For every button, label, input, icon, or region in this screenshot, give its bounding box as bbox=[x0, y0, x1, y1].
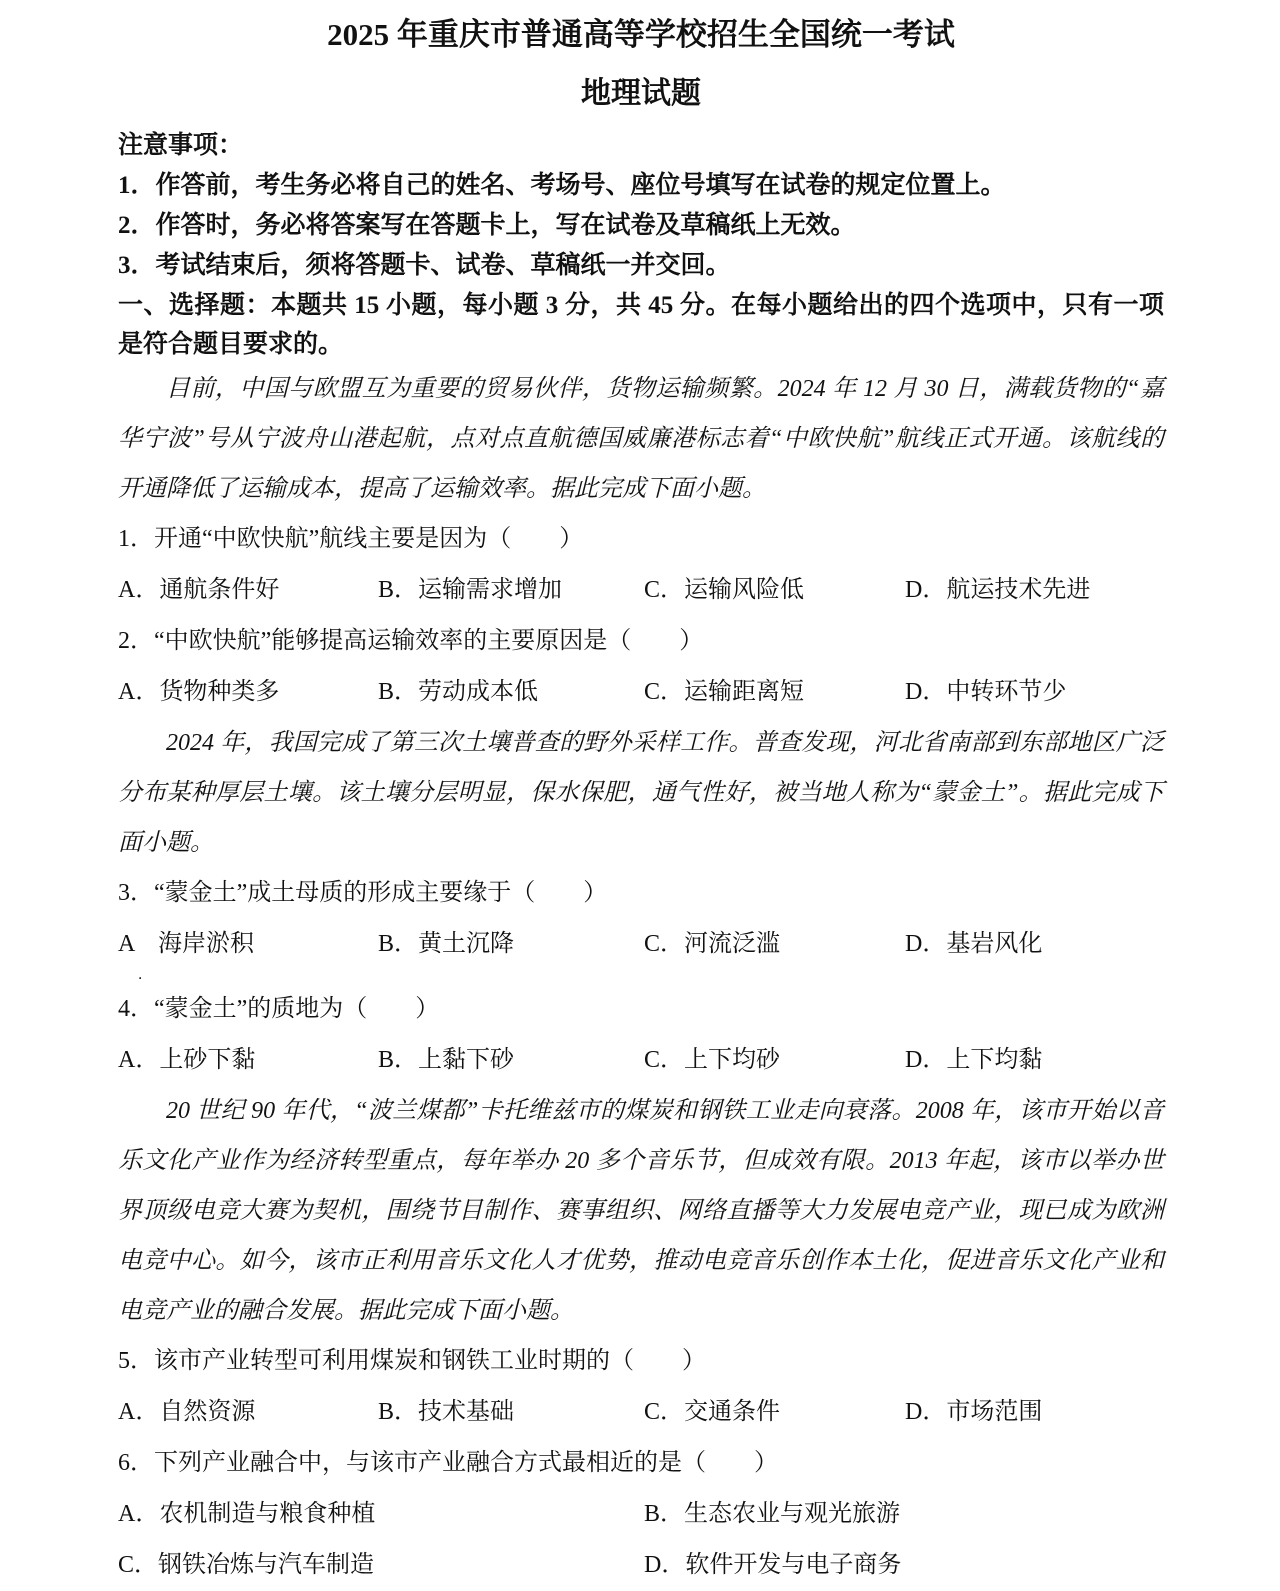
passage-katowice: 20 世纪 90 年代，“波兰煤都”卡托维兹市的煤炭和钢铁工业走向衰落。2008 年，该市开始以音乐文化产业作为经济转型重点，每年举办 20 多个音乐节，但成效有限。2013 年起，该市以举办世界顶级电竞大赛为契机，围绕节目制作、赛事组织、网络直播等大力发展电竞产业，现已成为欧洲电竞中心。如今，该市正利用音乐文化人才优势，推动电竞音乐创作本土化，促进音乐文化产业和电竞产业的融合发展。据此完成下面小题。 bbox=[118, 1098, 1164, 1324]
option-1-a: A．通航条件好 bbox=[118, 577, 280, 603]
exam-subtitle: 地理试题 bbox=[581, 77, 701, 110]
option-4-b: B．上黏下砂 bbox=[378, 1047, 515, 1073]
question-1-options bbox=[118, 565, 1164, 616]
section-header-choice: 一、选择题：本题共 15 小题，每小题 3 分，共 45 分。在每小题给出的四个选项中，只有一项是符合题目要求的。 bbox=[118, 292, 1164, 358]
option-6-b: B．生态农业与观光旅游 bbox=[644, 1501, 901, 1527]
question-4-options bbox=[118, 1035, 1164, 1086]
option-6-d: D．软件开发与电子商务 bbox=[644, 1552, 902, 1578]
option-6-a: A．农机制造与粮食种植 bbox=[118, 1501, 376, 1527]
question-6-options-row-1 bbox=[118, 1489, 1164, 1540]
option-1-c: C．运输风险低 bbox=[644, 577, 805, 603]
option-5-d: D．市场范围 bbox=[905, 1399, 1043, 1425]
notice-item: 2．作答时，务必将答案写在答题卡上，写在试卷及草稿纸上无效。 bbox=[118, 212, 856, 239]
option-2-b: B．劳动成本低 bbox=[378, 679, 539, 705]
option-4-d: D．上下均黏 bbox=[905, 1047, 1043, 1073]
question-6-stem: 6．下列产业融合中，与该市产业融合方式最相近的是（ ） bbox=[118, 1450, 778, 1476]
question-2-options bbox=[118, 667, 1164, 718]
option-2-a: A．货物种类多 bbox=[118, 679, 280, 705]
exam-title: 2025 年重庆市普通高等学校招生全国统一考试 bbox=[327, 17, 955, 52]
notice-item: 1．作答前，考生务必将自己的姓名、考场号、座位号填写在试卷的规定位置上。 bbox=[118, 172, 1006, 199]
question-2-stem: 2．“中欧快航”能够提高运输效率的主要原因是（ ） bbox=[118, 628, 704, 654]
question-3-options bbox=[118, 919, 1164, 970]
option-2-c: C．运输距离短 bbox=[644, 679, 805, 705]
option-3-c: C．河流泛滥 bbox=[644, 931, 781, 957]
passage-shipping: 目前，中国与欧盟互为重要的贸易伙伴，货物运输频繁。2024 年 12 月 30 日，满载货物的“嘉华宁波”号从宁波舟山港起航，点对点直航德国威廉港标志着“中欧快航”航线正式开通。该航线的开通降低了运输成本，提高了运输效率。据此完成下面小题。 bbox=[118, 376, 1164, 502]
question-1-stem: 1．开通“中欧快航”航线主要是因为（ ） bbox=[118, 526, 584, 552]
question-4-stem: 4．“蒙金土”的质地为（ ） bbox=[118, 996, 440, 1022]
question-3-stem: 3．“蒙金土”成土母质的形成主要缘于（ ） bbox=[118, 880, 608, 906]
notice-item: 3．考试结束后，须将答题卡、试卷、草稿纸一并交回。 bbox=[118, 252, 731, 279]
option-5-b: B．技术基础 bbox=[378, 1399, 515, 1425]
option-5-c: C．交通条件 bbox=[644, 1399, 781, 1425]
option-4-c: C．上下均砂 bbox=[644, 1047, 781, 1073]
question-5-stem: 5．该市产业转型可利用煤炭和钢铁工业时期的（ ） bbox=[118, 1348, 706, 1374]
option-3-a: A 海岸淤积 bbox=[118, 931, 255, 957]
option-1-b: B．运输需求增加 bbox=[378, 577, 563, 603]
option-5-a: A．自然资源 bbox=[118, 1399, 256, 1425]
option-3-b: B．黄土沉降 bbox=[378, 931, 515, 957]
option-3-d: D．基岩风化 bbox=[905, 931, 1043, 957]
question-5-options bbox=[118, 1387, 1164, 1438]
notice-heading: 注意事项： bbox=[118, 132, 244, 159]
option-2-d: D．中转环节少 bbox=[905, 679, 1067, 705]
option-6-c: C．钢铁冶炼与汽车制造 bbox=[118, 1552, 375, 1578]
question-6-options-row-2 bbox=[118, 1540, 1164, 1591]
passage-soil: 2024 年，我国完成了第三次土壤普查的野外采样工作。普查发现，河北省南部到东部地区广泛分布某种厚层土壤。该土壤分层明显，保水保肥，通气性好，被当地人称为“蒙金土”。据此完成下面小题。 bbox=[118, 730, 1164, 856]
option-4-a: A．上砂下黏 bbox=[118, 1047, 256, 1073]
option-1-d: D．航运技术先进 bbox=[905, 577, 1091, 603]
stray-period-artifact: ． bbox=[138, 968, 152, 983]
notice-block bbox=[118, 126, 1164, 286]
